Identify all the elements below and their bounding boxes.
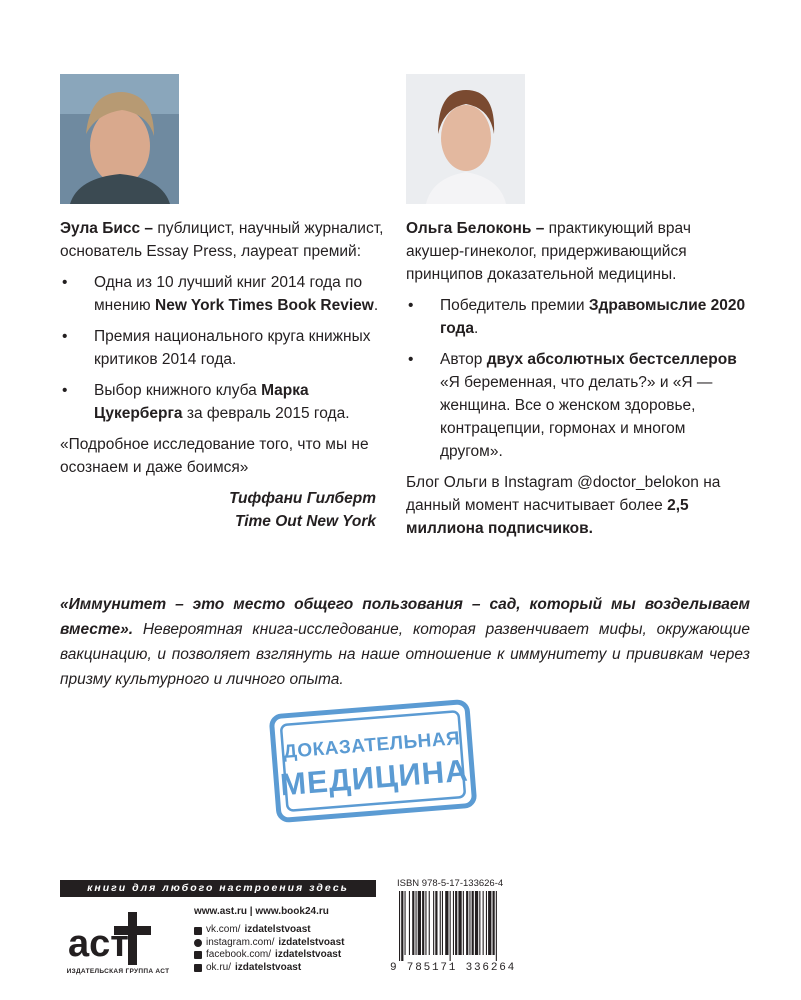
facebook-icon [194, 951, 202, 959]
left-author-column [60, 217, 396, 533]
quote-source: Time Out New York [235, 513, 376, 530]
barcode-bar [466, 891, 468, 955]
instagram-icon [194, 939, 202, 947]
vk-icon [194, 927, 202, 935]
barcode-bar [412, 891, 414, 955]
right-awards-list [406, 294, 746, 463]
quote-author: Тиффани Гилберт [229, 490, 376, 507]
barcode-bar [496, 891, 497, 961]
barcode-bar [418, 891, 421, 955]
barcode-bar [409, 891, 410, 955]
list-item: • Автор двух абсолютных бестселлеров «Я беременная, что делать?» и «Я — женщина. Все о женском здоровье, контрацепции, гормонах и многом другом». [406, 348, 746, 463]
barcode-bar [493, 891, 495, 955]
list-item: • Премия национального круга книжных критиков 2014 года. [60, 325, 396, 371]
list-item: • Выбор книжного клуба Марка Цукерберга за февраль 2015 года. [60, 379, 396, 425]
author-photo-olga-belokon [406, 74, 525, 204]
stamp-line-2: МЕДИЦИНА [278, 752, 470, 803]
barcode [397, 891, 545, 961]
publisher-tagline: книги для любого настроения здесь [60, 880, 376, 897]
barcode-bar [486, 891, 487, 955]
blog-info: Блог Ольги в Instagram @doctor_belokon на данный момент насчитывает более 2,5 миллиона подписчиков. [406, 474, 721, 537]
publisher-links [194, 906, 345, 974]
website-links[interactable]: www.ast.ru | www.book24.ru [194, 906, 329, 917]
social-link-instagram[interactable]: instagram.com/ izdatelstvoast [194, 937, 345, 949]
barcode-digits: 9 785171 336264 [390, 962, 517, 974]
left-author-intro: Эула Бисс – публицист, научный журналист, основатель Essay Press, лауреат премий: [60, 220, 384, 260]
list-item: • Победитель премии Здравомыслие 2020 года. [406, 294, 746, 340]
social-link-ok[interactable]: ok.ru/ izdatelstvoast [194, 962, 345, 974]
barcode-bar [472, 891, 474, 955]
author-photo-eula-biss [60, 74, 179, 204]
evidence-medicine-stamp [268, 698, 478, 824]
barcode-bar [479, 891, 480, 955]
svg-text:аст: аст [68, 923, 129, 965]
barcode-bar [458, 891, 461, 955]
list-item: • Одна из 10 лучший книг 2014 года по мнению New York Times Book Review. [60, 271, 396, 317]
review-quote: «Подробное исследование того, что мы не осознаем и даже боимся» [60, 436, 369, 476]
barcode-bar [442, 891, 443, 955]
barcode-bar [433, 891, 434, 955]
barcode-bar [463, 891, 464, 955]
social-link-facebook[interactable]: facebook.com/ izdatelstvoast [194, 949, 345, 961]
stamp-line-1: ДОКАЗАТЕЛЬНАЯ [282, 728, 461, 763]
publisher-name: ИЗДАТЕЛЬСКАЯ ГРУППА АСТ [66, 968, 170, 975]
barcode-bar [425, 891, 426, 955]
right-author-column [406, 217, 746, 548]
right-author-intro: Ольга Белоконь – практикующий врач акушер-гинеколог, придерживающийся принципов доказательной медицины. [406, 220, 691, 283]
ok-icon [194, 964, 202, 972]
barcode-bar [445, 891, 448, 955]
barcode-bar [453, 891, 454, 955]
barcode-bar [405, 891, 406, 955]
barcode-bar [450, 891, 451, 961]
isbn-number: ISBN 978-5-17-133626-4 [397, 878, 504, 889]
barcode-bar [440, 891, 441, 955]
left-awards-list [60, 271, 396, 425]
barcode-bar [416, 891, 417, 955]
barcode-bar [455, 891, 457, 955]
barcode-bar [488, 891, 491, 955]
barcode-bar [429, 891, 430, 955]
barcode-bar [469, 891, 470, 955]
barcode-bar [435, 891, 437, 955]
barcode-bar [401, 891, 403, 961]
ast-logo [62, 904, 170, 966]
barcode-bar [422, 891, 424, 955]
social-link-vk[interactable]: vk.com/ izdatelstvoast [194, 924, 345, 936]
barcode-bar [475, 891, 478, 955]
barcode-bar [399, 891, 400, 961]
book-blurb: «Иммунитет – это место общего пользования – сад, который мы возделываем вместе». Невероятная книга-исследование, которая развенчивает мифы, окружающие вакцинацию, и позволяет взглянуть на наше отношение к иммунитету и прививкам через призму культурного и личного опыта. [60, 596, 750, 688]
barcode-bar [483, 891, 484, 955]
